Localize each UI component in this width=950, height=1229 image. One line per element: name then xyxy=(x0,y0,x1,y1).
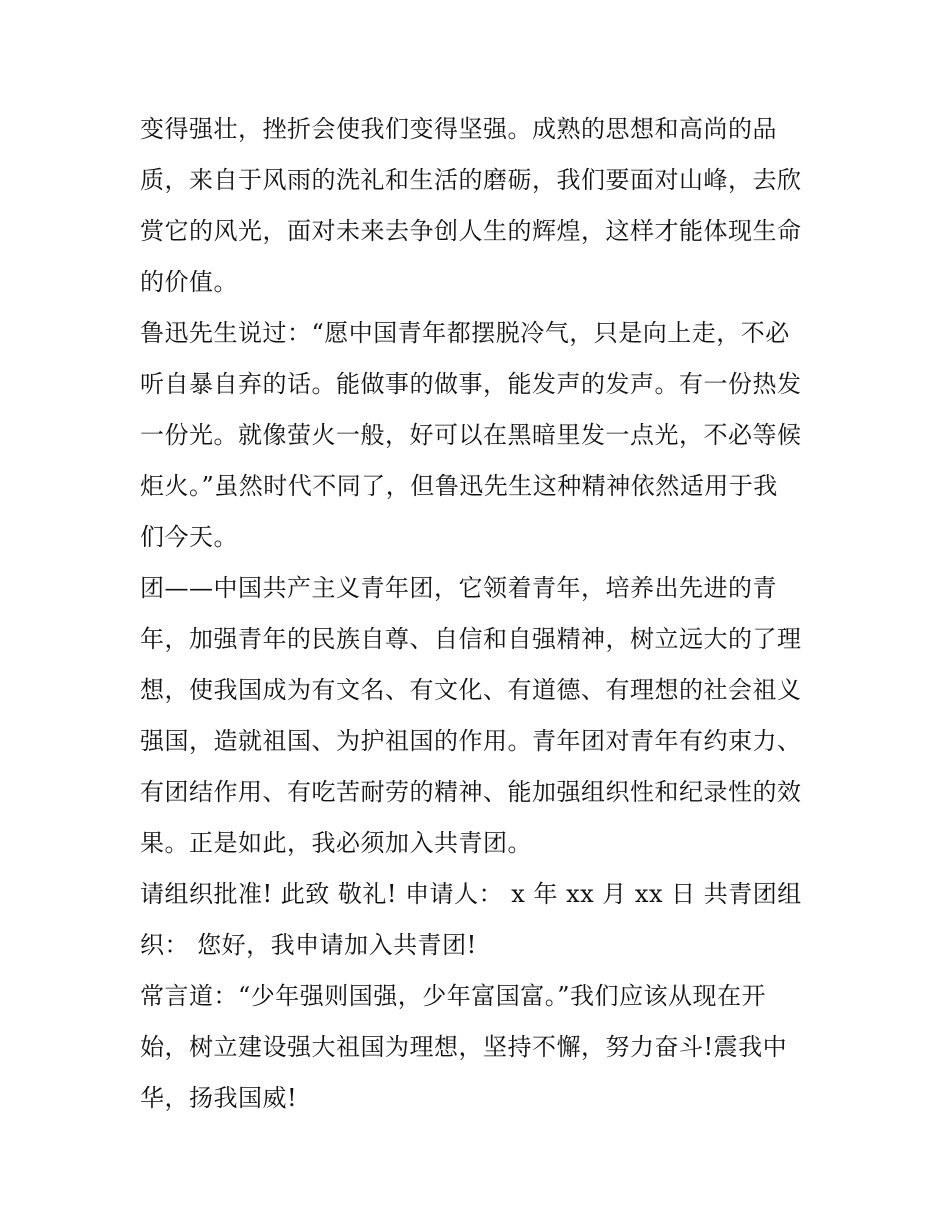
text-line: 织： 您好，我申请加入共青团! xyxy=(140,931,477,959)
text-line: 果。正是如此，我必须加入共青团。 xyxy=(140,829,532,857)
text-line: 的价值。 xyxy=(140,268,238,296)
text-line: 想，使我国成为有文名、有文化、有道德、有理想的社会祖义 xyxy=(140,676,802,704)
text-line: 鲁迅先生说过：“愿中国青年都摆脱冷气，只是向上走，不必 xyxy=(140,319,790,347)
text-line: 强国，造就祖国、为护祖国的作用。青年团对青年有约束力、 xyxy=(140,727,802,755)
text-line: 常言道：“少年强则国强，少年富国富。”我们应该从现在开 xyxy=(140,982,767,1010)
text-line: 一份光。就像萤火一般，好可以在黑暗里发一点光，不必等候 xyxy=(140,421,802,449)
text-line: 变得强壮，挫折会使我们变得坚强。成熟的思想和高尚的品 xyxy=(140,115,777,143)
text-line: 请组织批准! 此致 敬礼! 申请人： x 年 xx 月 xx 日 共青团组 xyxy=(140,880,802,908)
text-line: 听自暴自弃的话。能做事的做事，能发声的发声。有一份热发 xyxy=(140,370,802,398)
document-body xyxy=(140,104,820,1124)
text-line: 团——中国共产主义青年团，它领着青年，培养出先进的青 xyxy=(140,574,777,602)
text-line: 炬火。”虽然时代不同了，但鲁迅先生这种精神依然适用于我 xyxy=(140,472,778,500)
text-line: 年，加强青年的民族自尊、自信和自强精神，树立远大的了理 xyxy=(140,625,802,653)
text-line: 质，来自于风雨的洗礼和生活的磨砺，我们要面对山峰，去欣 xyxy=(140,166,802,194)
text-line: 赏它的风光，面对未来去争创人生的辉煌，这样才能体现生命 xyxy=(140,217,802,245)
text-line: 始，树立建设强大祖国为理想，坚持不懈，努力奋斗!震我中 xyxy=(140,1033,788,1061)
text-line: 有团结作用、有吃苦耐劳的精神、能加强组织性和纪录性的效 xyxy=(140,778,802,806)
text-line: 华，扬我国威! xyxy=(140,1084,298,1112)
text-line: 们今天。 xyxy=(140,523,238,551)
